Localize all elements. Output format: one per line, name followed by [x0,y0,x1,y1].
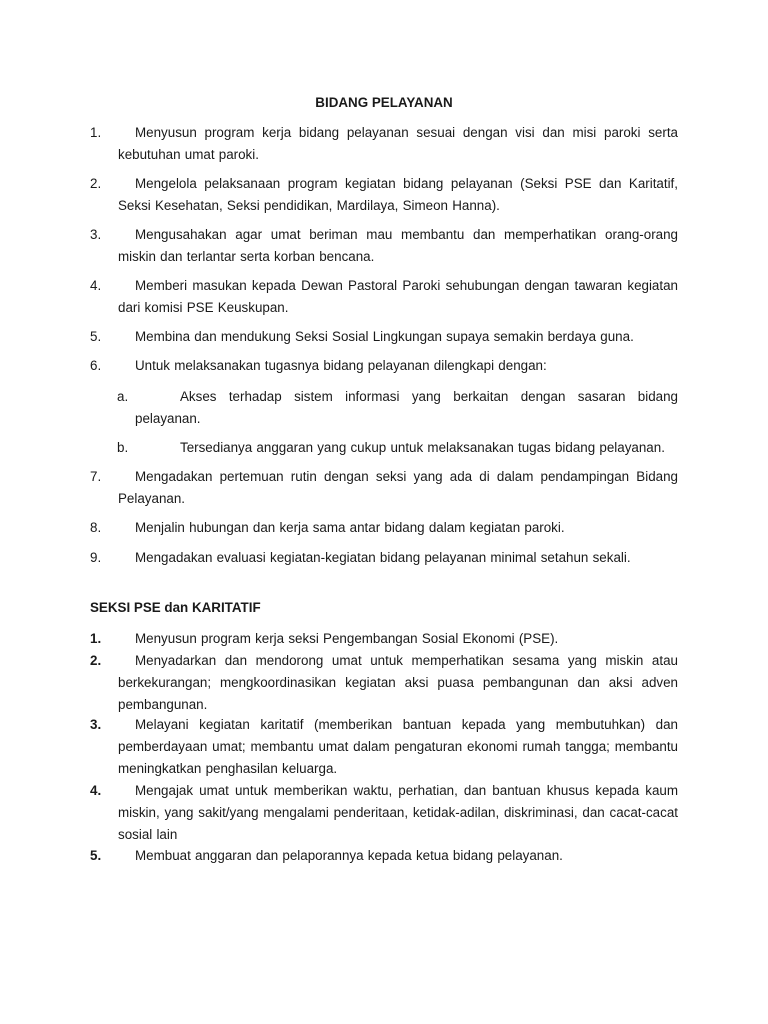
list-item [90,466,678,509]
item-number: 4. [90,783,102,798]
section-heading: SEKSI PSE dan KARITATIF [90,600,261,615]
item-text: Untuk melaksanakan tugasnya bidang pelayanan dilengkapi dengan: [135,358,547,373]
list-item [90,122,678,165]
item-number: 5. [90,329,102,344]
list-item [90,173,678,216]
item-number: 1. [90,631,102,646]
sub-item-text: Tersedianya anggaran yang cukup untuk melaksanakan tugas bidang pelayanan. [180,440,665,455]
list-item [90,224,678,267]
item-number: 4. [90,278,102,293]
item-text: Membuat anggaran dan pelaporannya kepada ketua bidang pelayanan. [135,848,563,863]
item-text: Mengajak umat untuk memberikan waktu, perhatian, dan bantuan khusus kepada kaum miskin, yang sakit/yang mengalami penderitaan, ketidak-adilan, diskriminasi, dan cacat-cacat sosial lain [118,783,678,842]
item-text: Menyusun program kerja bidang pelayanan sesuai dengan visi dan misi paroki serta kebutuhan umat paroki. [118,125,678,162]
list-item [90,780,678,846]
list-item [90,326,678,348]
list-item [90,355,678,377]
list-item [90,275,678,318]
item-number: 9. [90,550,102,565]
sub-list-item [117,437,678,459]
item-text: Mengelola pelaksanaan program kegiatan bidang pelayanan (Seksi PSE dan Karitatif, Seksi Kesehatan, Seksi pendidikan, Mardilaya, Simeon Hanna). [118,176,678,213]
item-text: Mengadakan pertemuan rutin dengan seksi yang ada di dalam pendampingan Bidang Pelayanan. [118,469,678,506]
item-text: Melayani kegiatan karitatif (memberikan bantuan kepada yang membutuhkan) dan pemberdayaan umat; membantu umat dalam pengaturan ekonomi rumah tangga; membantu meningkatkan penghasilan keluarga. [118,717,678,776]
sub-item-letter: a. [117,389,129,404]
item-text: Menyusun program kerja seksi Pengembangan Sosial Ekonomi (PSE). [135,631,559,646]
item-text: Membina dan mendukung Seksi Sosial Lingkungan supaya semakin berdaya guna. [135,329,634,344]
list-item [90,628,678,650]
item-text: Mengusahakan agar umat beriman mau membantu dan memperhatikan orang-orang miskin dan terlantar serta korban bencana. [118,227,678,264]
item-text: Menjalin hubungan dan kerja sama antar bidang dalam kegiatan paroki. [135,520,565,535]
list-item [90,547,678,569]
item-number: 3. [90,717,102,732]
item-number: 2. [90,653,102,668]
item-text: Mengadakan evaluasi kegiatan-kegiatan bidang pelayanan minimal setahun sekali. [135,550,631,565]
item-number: 2. [90,176,102,191]
item-text: Menyadarkan dan mendorong umat untuk memperhatikan sesama yang miskin atau berkekurangan; mengkoordinasikan kegiatan aksi puasa pembangunan dan aksi adven pembangunan. [118,653,678,712]
item-number: 7. [90,469,102,484]
item-number: 6. [90,358,102,373]
item-text: Memberi masukan kepada Dewan Pastoral Paroki sehubungan dengan tawaran kegiatan dari komisi PSE Keuskupan. [118,278,678,315]
item-number: 1. [90,125,102,140]
sub-item-letter: b. [117,440,129,455]
item-number: 3. [90,227,102,242]
list-item [90,714,678,780]
list-item [90,650,678,716]
item-number: 5. [90,848,102,863]
page-title: BIDANG PELAYANAN [315,95,453,110]
list-item [90,845,678,867]
sub-list-item [117,386,678,429]
item-number: 8. [90,520,102,535]
sub-item-text: Akses terhadap sistem informasi yang berkaitan dengan sasaran bidang pelayanan. [135,389,678,426]
list-item [90,517,678,539]
